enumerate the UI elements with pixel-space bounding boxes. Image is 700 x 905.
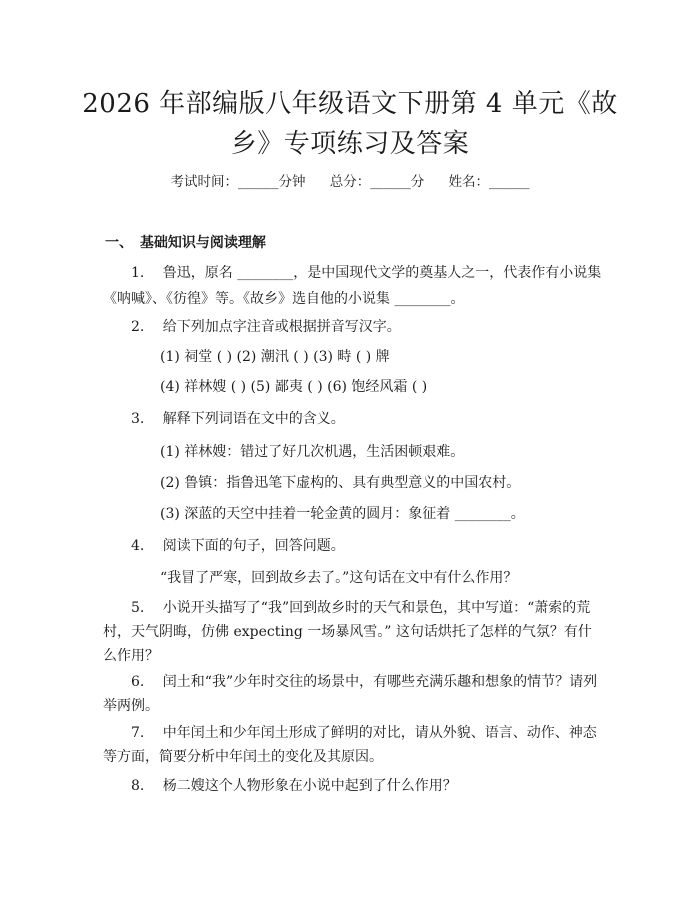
question-2: 2. 给下列加点字注音或根据拼音写汉字。 — [131, 319, 401, 335]
exam-score: 总分：______分 — [329, 174, 425, 190]
title-line-1: 2026 年部编版八年级语文下册第 4 单元《故 — [82, 89, 618, 119]
question-3-sub-3: (3) 深蓝的天空中挂着一轮金黄的圆月：象征着 ________。 — [160, 506, 525, 522]
question-6: 6. 闰土和“我”少年时交往的场景中，有哪些充满乐趣和想象的情节？请列举两例。 — [103, 674, 598, 714]
exam-meta — [0, 170, 700, 190]
question-7: 7. 中年闰土和少年闰土形成了鲜明的对比，请从外貌、语言、动作、神态等方面，简要分析中年闰土的变化及其原因。 — [103, 725, 597, 765]
title-line-2: 乡》专项练习及答案 — [230, 129, 470, 159]
question-2-sub-1: (1) 祠堂 ( ) (2) 潮汛 ( ) (3) 畤 ( ) 牌 — [160, 349, 390, 365]
document-title — [60, 84, 640, 164]
exam-time: 考试时间：______分钟 — [170, 174, 306, 190]
question-1-line-1: 1. 鲁迅，原名 ________，是中国现代文学的奠基人之一，代表作有小说集 — [131, 265, 602, 281]
question-3: 3. 解释下列词语在文中的含义。 — [131, 411, 345, 427]
section-title: 基础知识与阅读理解 — [139, 235, 266, 251]
question-5: 5. 小说开头描写了“我”回到故乡时的天气和景色，其中写道：“萧索的荒村，天气阴晦，仿佛 expecting 一场暴风雪。” 这句话烘托了怎样的气氛？有什么作用？ — [103, 600, 592, 664]
question-1-line-2: 《呐喊》、《彷徨》等。《故乡》选自他的小说集 ________。 — [103, 291, 465, 307]
question-4-quote: “我冒了严寒，回到故乡去了。”这句话在文中有什么作用？ — [160, 570, 518, 586]
question-2-sub-2: (4) 祥林嫂 ( ) (5) 鄙夷 ( ) (6) 饱经风霜 ( ) — [160, 379, 428, 395]
question-8: 8. 杨二嫂这个人物形象在小说中起到了什么作用？ — [131, 778, 457, 794]
section-number: 一、 — [105, 235, 133, 251]
section-heading — [105, 232, 266, 252]
question-4: 4. 阅读下面的句子，回答问题。 — [131, 538, 345, 554]
question-3-sub-1: (1) 祥林嫂：错过了好几次机遇，生活困顿艰难。 — [160, 444, 465, 460]
question-3-sub-2: (2) 鲁镇：指鲁迅笔下虚构的、具有典型意义的中国农村。 — [160, 475, 521, 491]
exam-name: 姓名：______ — [448, 174, 530, 190]
